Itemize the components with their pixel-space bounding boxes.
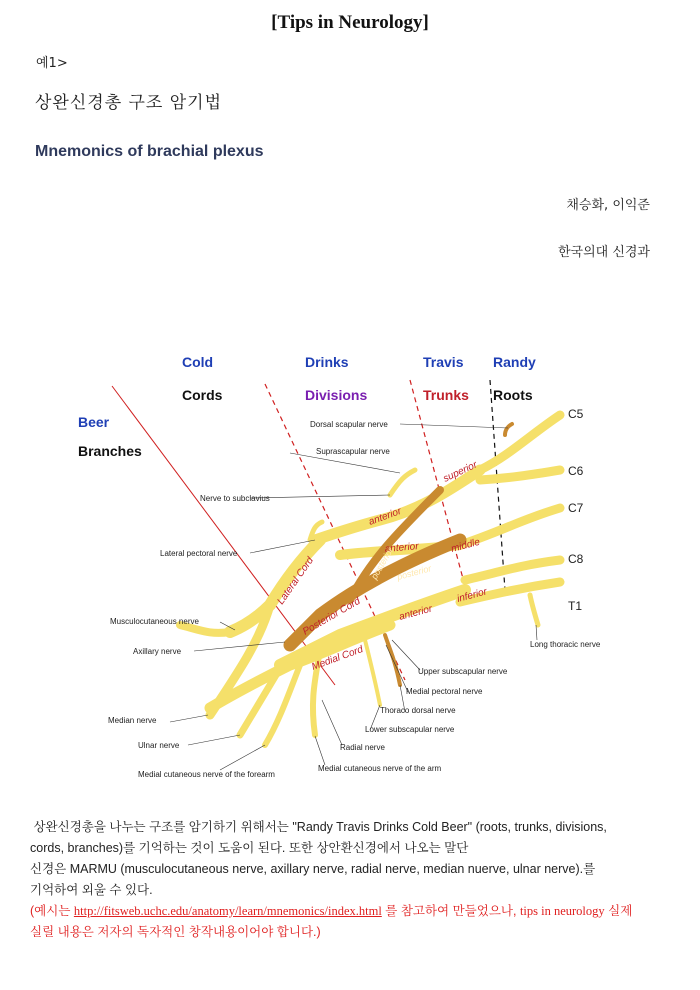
nerve-lateral-pectoral: Lateral pectoral nerve (160, 549, 238, 558)
authors: 채승화, 이익준 (566, 198, 650, 213)
note-end: 실제 (608, 904, 633, 918)
root-t1: T1 (568, 599, 583, 613)
label-anterior-1: anterior (367, 505, 403, 528)
label-posterior-1: posterior (369, 545, 396, 581)
nerve-lower-subscapular: Lower subscapular nerve (365, 725, 455, 734)
nerve-thoraco-dorsal: Thoraco dorsal nerve (380, 706, 456, 715)
root-c7: C7 (568, 501, 584, 515)
nerve-radial: Radial nerve (340, 743, 385, 752)
affiliation: 한국의대 신경과 (557, 245, 650, 260)
mnemonic-randy: Randy (493, 354, 536, 370)
header-title: [Tips in Neurology] (271, 12, 429, 33)
nerve-long-thoracic: Long thoracic nerve (530, 640, 601, 649)
example-label: 예1> (36, 56, 68, 71)
label-medial-cord: Medial Cord (310, 644, 365, 673)
label-posterior-2: posterior (395, 563, 433, 582)
label-middle: middle (449, 536, 482, 555)
label-posterior-cord: Posterior Cord (301, 595, 363, 638)
nerve-median: Median nerve (108, 716, 157, 725)
nerve-axillary: Axillary nerve (133, 647, 182, 656)
body-line-4: 기억하여 외울 수 있다. (30, 883, 153, 897)
note-line-1 (30, 901, 670, 922)
note-middle: 를 참고하여 만들었으나, (385, 904, 517, 918)
mnemonic-trunks: Trunks (423, 387, 469, 403)
body-line-3: 신경은 MARMU (musculocutaneous nerve, axillary nerve, radial nerve, median nuerve, ulnar nerve).를 (30, 862, 596, 876)
nerve-bundles (180, 415, 560, 745)
nerve-medial-cutaneous-forearm: Medial cutaneous nerve of the forearm (138, 770, 275, 779)
nerve-musculocutaneous: Musculocutaneous nerve (110, 617, 199, 626)
nerve-dorsal-scapular: Dorsal scapular nerve (310, 420, 388, 429)
nerve-upper-subscapular: Upper subscapular nerve (418, 667, 508, 676)
mnemonic-drinks: Drinks (305, 354, 349, 370)
mnemonic-divisions: Divisions (305, 387, 368, 403)
note-prefix: (예시는 (30, 904, 71, 918)
nerve-medial-cutaneous-arm: Medial cutaneous nerve of the arm (318, 764, 442, 773)
korean-title: 상완신경총 구조 암기법 (35, 93, 223, 113)
mnemonic-travis: Travis (423, 354, 464, 370)
mnemonic-beer: Beer (78, 414, 110, 430)
mnemonic-cords: Cords (182, 387, 223, 403)
nerve-medial-pectoral: Medial pectoral nerve (406, 687, 483, 696)
nerve-ulnar: Ulnar nerve (138, 741, 180, 750)
body-line-1: 상완신경총을 나누는 구조를 암기하기 위해서는 "Randy Travis Drinks Cold Beer" (roots, trunks, divisions, (33, 820, 607, 834)
label-inferior: inferior (455, 586, 489, 605)
brachial-plexus-diagram (60, 340, 650, 790)
mnemonic-branches: Branches (78, 443, 142, 459)
body-text (30, 817, 670, 943)
mnemonic-cold: Cold (182, 354, 214, 370)
root-c8: C8 (568, 552, 584, 566)
nerve-suprascapular: Suprascapular nerve (316, 447, 390, 456)
label-superior: superior (441, 459, 480, 485)
label-anterior-2: anterior (384, 541, 420, 555)
root-c6: C6 (568, 464, 584, 478)
note-line-2: 실릴 내용은 저자의 독자적인 창작내용이어야 합니다.) (30, 925, 321, 939)
label-anterior-3: anterior (397, 603, 434, 623)
note-serif: tips in neurology (519, 904, 605, 918)
english-title: Mnemonics of brachial plexus (35, 143, 264, 160)
label-lateral-cord: Lateral Cord (275, 555, 317, 607)
body-line-2: cords, branches)를 기억하는 것이 도움이 된다. 또한 상안환신경에서 나오는 말단 (30, 841, 469, 855)
nerve-subclavius: Nerve to subclavius (200, 494, 270, 503)
divider-trunks-roots (490, 380, 505, 590)
root-c5: C5 (568, 407, 584, 421)
reference-link[interactable]: http://fitsweb.uchc.edu/anatomy/learn/mnemonics/index.html (73, 904, 382, 918)
mnemonic-roots: Roots (493, 387, 533, 403)
